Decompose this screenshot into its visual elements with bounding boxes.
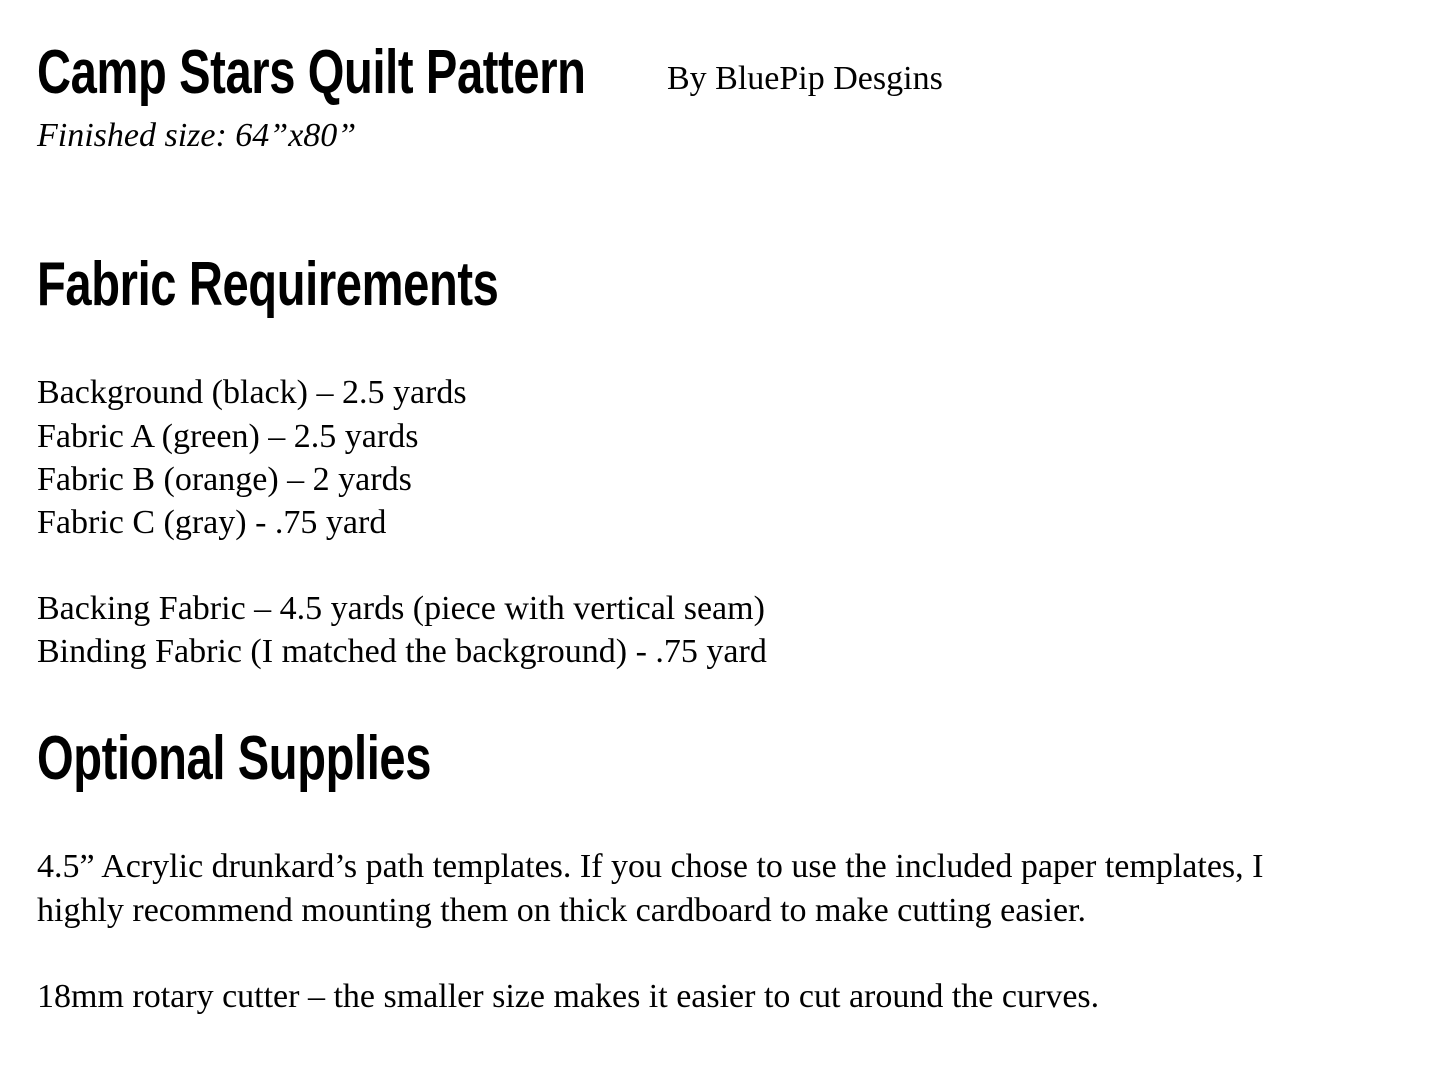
supply-templates-line2: highly recommend mounting them on thick cardboard to make cutting easier. (37, 892, 1087, 929)
supply-rotary-cutter: 18mm rotary cutter – the smaller size makes it easier to cut around the curves. (37, 978, 1100, 1015)
binding-fabric: Binding Fabric (I matched the background) - .75 yard (37, 633, 767, 670)
fabric-item: Fabric C (gray) - .75 yard (37, 504, 387, 541)
fabric-requirements-heading: Fabric Requirements (37, 250, 499, 319)
fabric-item: Background (black) – 2.5 yards (37, 374, 467, 411)
supply-templates-line1: 4.5” Acrylic drunkard’s path templates. If you chose to use the included paper templates, I (37, 848, 1264, 885)
page-title: Camp Stars Quilt Pattern (37, 38, 586, 107)
optional-supplies-heading: Optional Supplies (37, 724, 432, 793)
backing-fabric: Backing Fabric – 4.5 yards (piece with vertical seam) (37, 590, 765, 627)
fabric-item: Fabric A (green) – 2.5 yards (37, 418, 419, 455)
finished-size: Finished size: 64”x80” (37, 117, 357, 154)
byline: By BluePip Desgins (667, 60, 943, 97)
fabric-item: Fabric B (orange) – 2 yards (37, 461, 412, 498)
